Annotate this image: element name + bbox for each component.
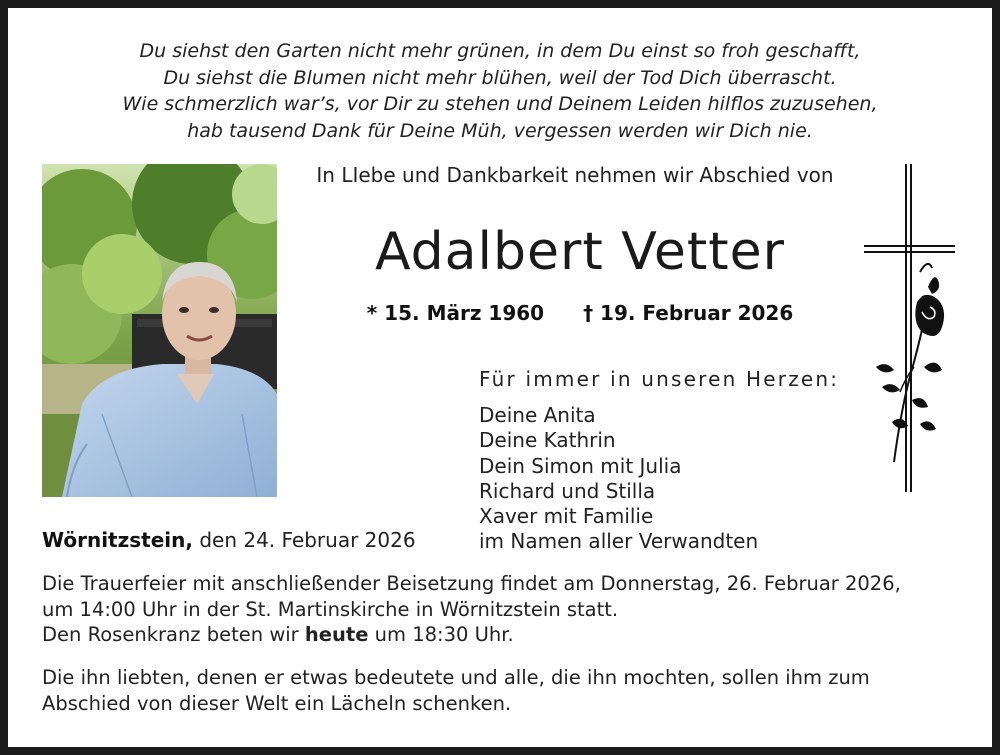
memorial-poem: [60, 38, 940, 144]
funeral-details: [42, 571, 982, 648]
deceased-name: Adalbert Vetter: [375, 222, 785, 282]
mourner-entry: Richard und Stilla: [479, 478, 656, 503]
poem-line: hab tausend Dank für Deine Müh, vergessen werden wir Dich nie.: [187, 119, 813, 142]
closing-line: Abschied von dieser Welt ein Lächeln schenken.: [42, 691, 512, 715]
rosary-today: heute: [304, 623, 369, 646]
poem-line: Du siehst die Blumen nicht mehr blühen, weil der Tod Dich überrascht.: [163, 66, 837, 89]
poem-line: Wie schmerzlich war’s, vor Dir zu stehen und Deinem Leiden hilflos zuzusehen,: [122, 93, 878, 115]
rosary-line: [42, 622, 982, 648]
mourner-entry: Deine Anita: [479, 403, 596, 427]
place-and-date: [42, 528, 416, 552]
rosary-text: Den Rosenkranz beten wir: [42, 623, 305, 646]
mourner-entry: Dein Simon mit Julia: [479, 453, 682, 478]
portrait-photo: [42, 164, 277, 497]
mourner-entry: Xaver mit Familie: [479, 504, 654, 529]
closing-line: Die ihn liebten, denen er etwas bedeutete und alle, die ihn mochten, sollen ihm zum: [42, 666, 870, 689]
notice-date: den 24. Februar 2026: [192, 528, 416, 552]
forever-heading: Für immer in unseren Herzen:: [479, 367, 840, 391]
cross-with-rose-icon: [862, 162, 962, 497]
place-town: Wörnitzstein,: [42, 528, 193, 552]
life-dates: [290, 301, 870, 325]
mourner-entry: im Namen aller Verwandten: [479, 529, 759, 554]
birth-date: * 15. März 1960: [366, 301, 545, 325]
funeral-line: Die Trauerfeier mit anschließender Beisetzung findet am Donnerstag, 26. Februar 2026,: [42, 572, 901, 595]
poem-line: Du siehst den Garten nicht mehr grünen, in dem Du einst so froh geschafft,: [139, 40, 861, 62]
death-date: † 19. Februar 2026: [583, 301, 794, 325]
farewell-intro: In LIebe und Dankbarkeit nehmen wir Abschied von: [316, 163, 834, 187]
closing-text: [42, 665, 982, 716]
funeral-line: um 14:00 Uhr in der St. Martinskirche in Wörnitzstein statt.: [42, 597, 619, 621]
mourner-entry: Deine Kathrin: [479, 428, 616, 453]
mourners-list: [479, 403, 758, 555]
rosary-time: um 18:30 Uhr.: [368, 623, 514, 646]
